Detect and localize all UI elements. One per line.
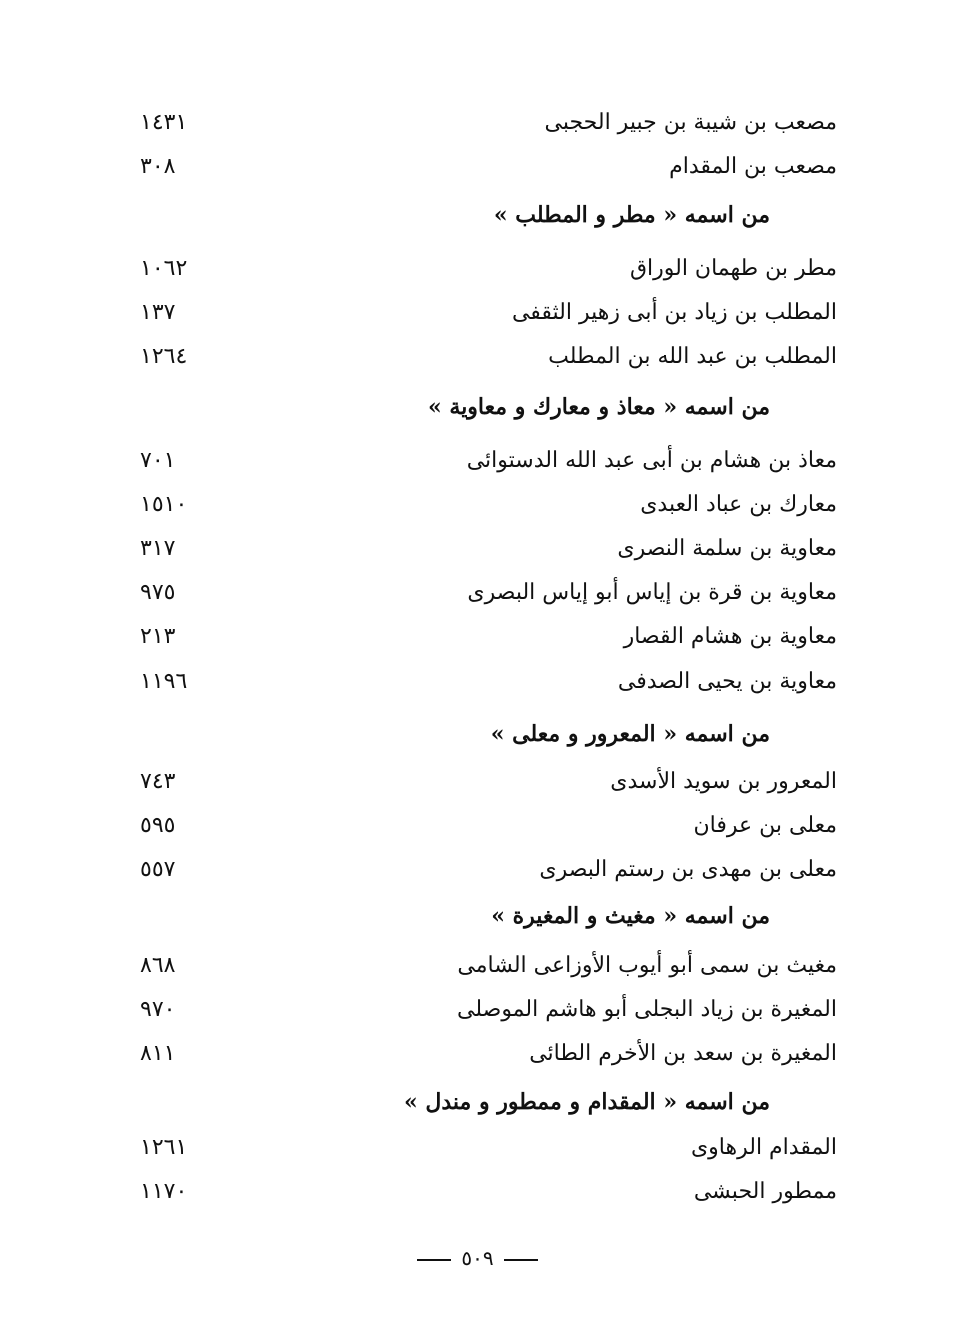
entry-number: ١٠٦٢ — [140, 256, 188, 281]
index-entry — [0, 105, 955, 141]
index-entry — [0, 1130, 955, 1166]
entry-name: معاذ بن هشام بن أبى عبد الله الدستوائى — [466, 448, 837, 473]
section-heading-row — [0, 197, 955, 233]
entry-number: ٢١٣ — [140, 624, 176, 649]
index-entry — [0, 992, 955, 1028]
entry-number: ١٢٦٤ — [140, 344, 188, 369]
entry-name: المطلب بن عبد الله بن المطلب — [548, 344, 837, 369]
entry-name: معلى بن عرفان — [693, 813, 837, 838]
section-heading-row — [0, 1084, 955, 1120]
entry-number: ٨٦٨ — [140, 953, 176, 978]
index-entry — [0, 1174, 955, 1210]
section-heading: من اسمه « مطر و المطلب » — [493, 202, 770, 228]
index-entry — [0, 575, 955, 611]
entry-number: ٧٤٣ — [140, 769, 176, 794]
index-entry — [0, 808, 955, 844]
entry-name: المغيرة بن زياد البجلى أبو هاشم الموصلى — [457, 997, 837, 1022]
entry-number: ١٣٧ — [140, 300, 176, 325]
footer-dash-right — [504, 1259, 538, 1261]
entry-name: مطر بن طهمان الوراق — [629, 256, 837, 281]
section-heading-row — [0, 716, 955, 752]
section-heading-row — [0, 389, 955, 425]
entry-number: ١١٩٦ — [140, 669, 188, 694]
index-entry — [0, 251, 955, 287]
index-entry — [0, 339, 955, 375]
entry-number: ٣٠٨ — [140, 154, 176, 179]
entry-number: ١١٧٠ — [140, 1179, 188, 1204]
section-heading: من اسمه « المعرور و معلى » — [490, 721, 770, 747]
entry-name: ممطور الحبشى — [693, 1179, 837, 1204]
index-entry — [0, 295, 955, 331]
entry-name: معاوية بن يحيى الصدفى — [617, 669, 837, 694]
index-entry — [0, 443, 955, 479]
index-entry — [0, 487, 955, 523]
index-entry — [0, 149, 955, 185]
entry-name: المقدام الرهاوى — [690, 1135, 837, 1160]
section-heading: من اسمه « معاذ و معارك و معاوية » — [427, 394, 770, 420]
entry-name: مصعب بن شيبة بن جبير الحجبى — [544, 110, 837, 135]
section-heading: من اسمه « مغيث و المغيرة » — [491, 903, 770, 929]
index-entry — [0, 531, 955, 567]
entry-name: معاوية بن قرة بن إياس أبو إياس البصرى — [467, 580, 837, 605]
entry-number: ٣١٧ — [140, 536, 176, 561]
entry-name: مصعب بن المقدام — [669, 154, 837, 179]
entry-name: معلى بن مهدى بن رستم البصرى — [539, 857, 837, 882]
section-heading-row — [0, 898, 955, 934]
entry-number: ١٤٣١ — [140, 110, 188, 135]
entry-number: ٩٧٠ — [140, 997, 176, 1022]
footer-dash-left — [417, 1259, 451, 1261]
entry-number: ٥٩٥ — [140, 813, 176, 838]
entry-name: معاوية بن هشام القصار — [623, 624, 837, 649]
section-heading: من اسمه « المقدام و ممطور و مندل » — [403, 1089, 770, 1115]
index-entry — [0, 948, 955, 984]
entry-number: ٨١١ — [140, 1041, 176, 1066]
index-entry — [0, 619, 955, 655]
entry-number: ٧٠١ — [140, 448, 176, 473]
entry-name: معاوية بن سلمة النصرى — [617, 536, 837, 561]
entry-name: المغيرة بن سعد بن الأخرم الطائى — [529, 1041, 837, 1066]
page-footer — [0, 1240, 955, 1276]
index-entry — [0, 764, 955, 800]
entry-number: ١٥١٠ — [140, 492, 188, 517]
index-entry — [0, 664, 955, 700]
index-entry — [0, 852, 955, 888]
entry-number: ٩٧٥ — [140, 580, 176, 605]
entry-name: المعرور بن سويد الأسدى — [610, 769, 837, 794]
page-number: ٥٠٩ — [461, 1246, 494, 1270]
entry-name: المطلب بن زياد بن أبى زهير الثقفى — [511, 300, 837, 325]
entry-name: معارك بن عباد العبدى — [640, 492, 837, 517]
entry-number: ٥٥٧ — [140, 857, 176, 882]
entry-number: ١٢٦١ — [140, 1135, 188, 1160]
index-entry — [0, 1036, 955, 1072]
entry-name: مغيث بن سمى أبو أيوب الأوزاعى الشامى — [457, 953, 837, 978]
